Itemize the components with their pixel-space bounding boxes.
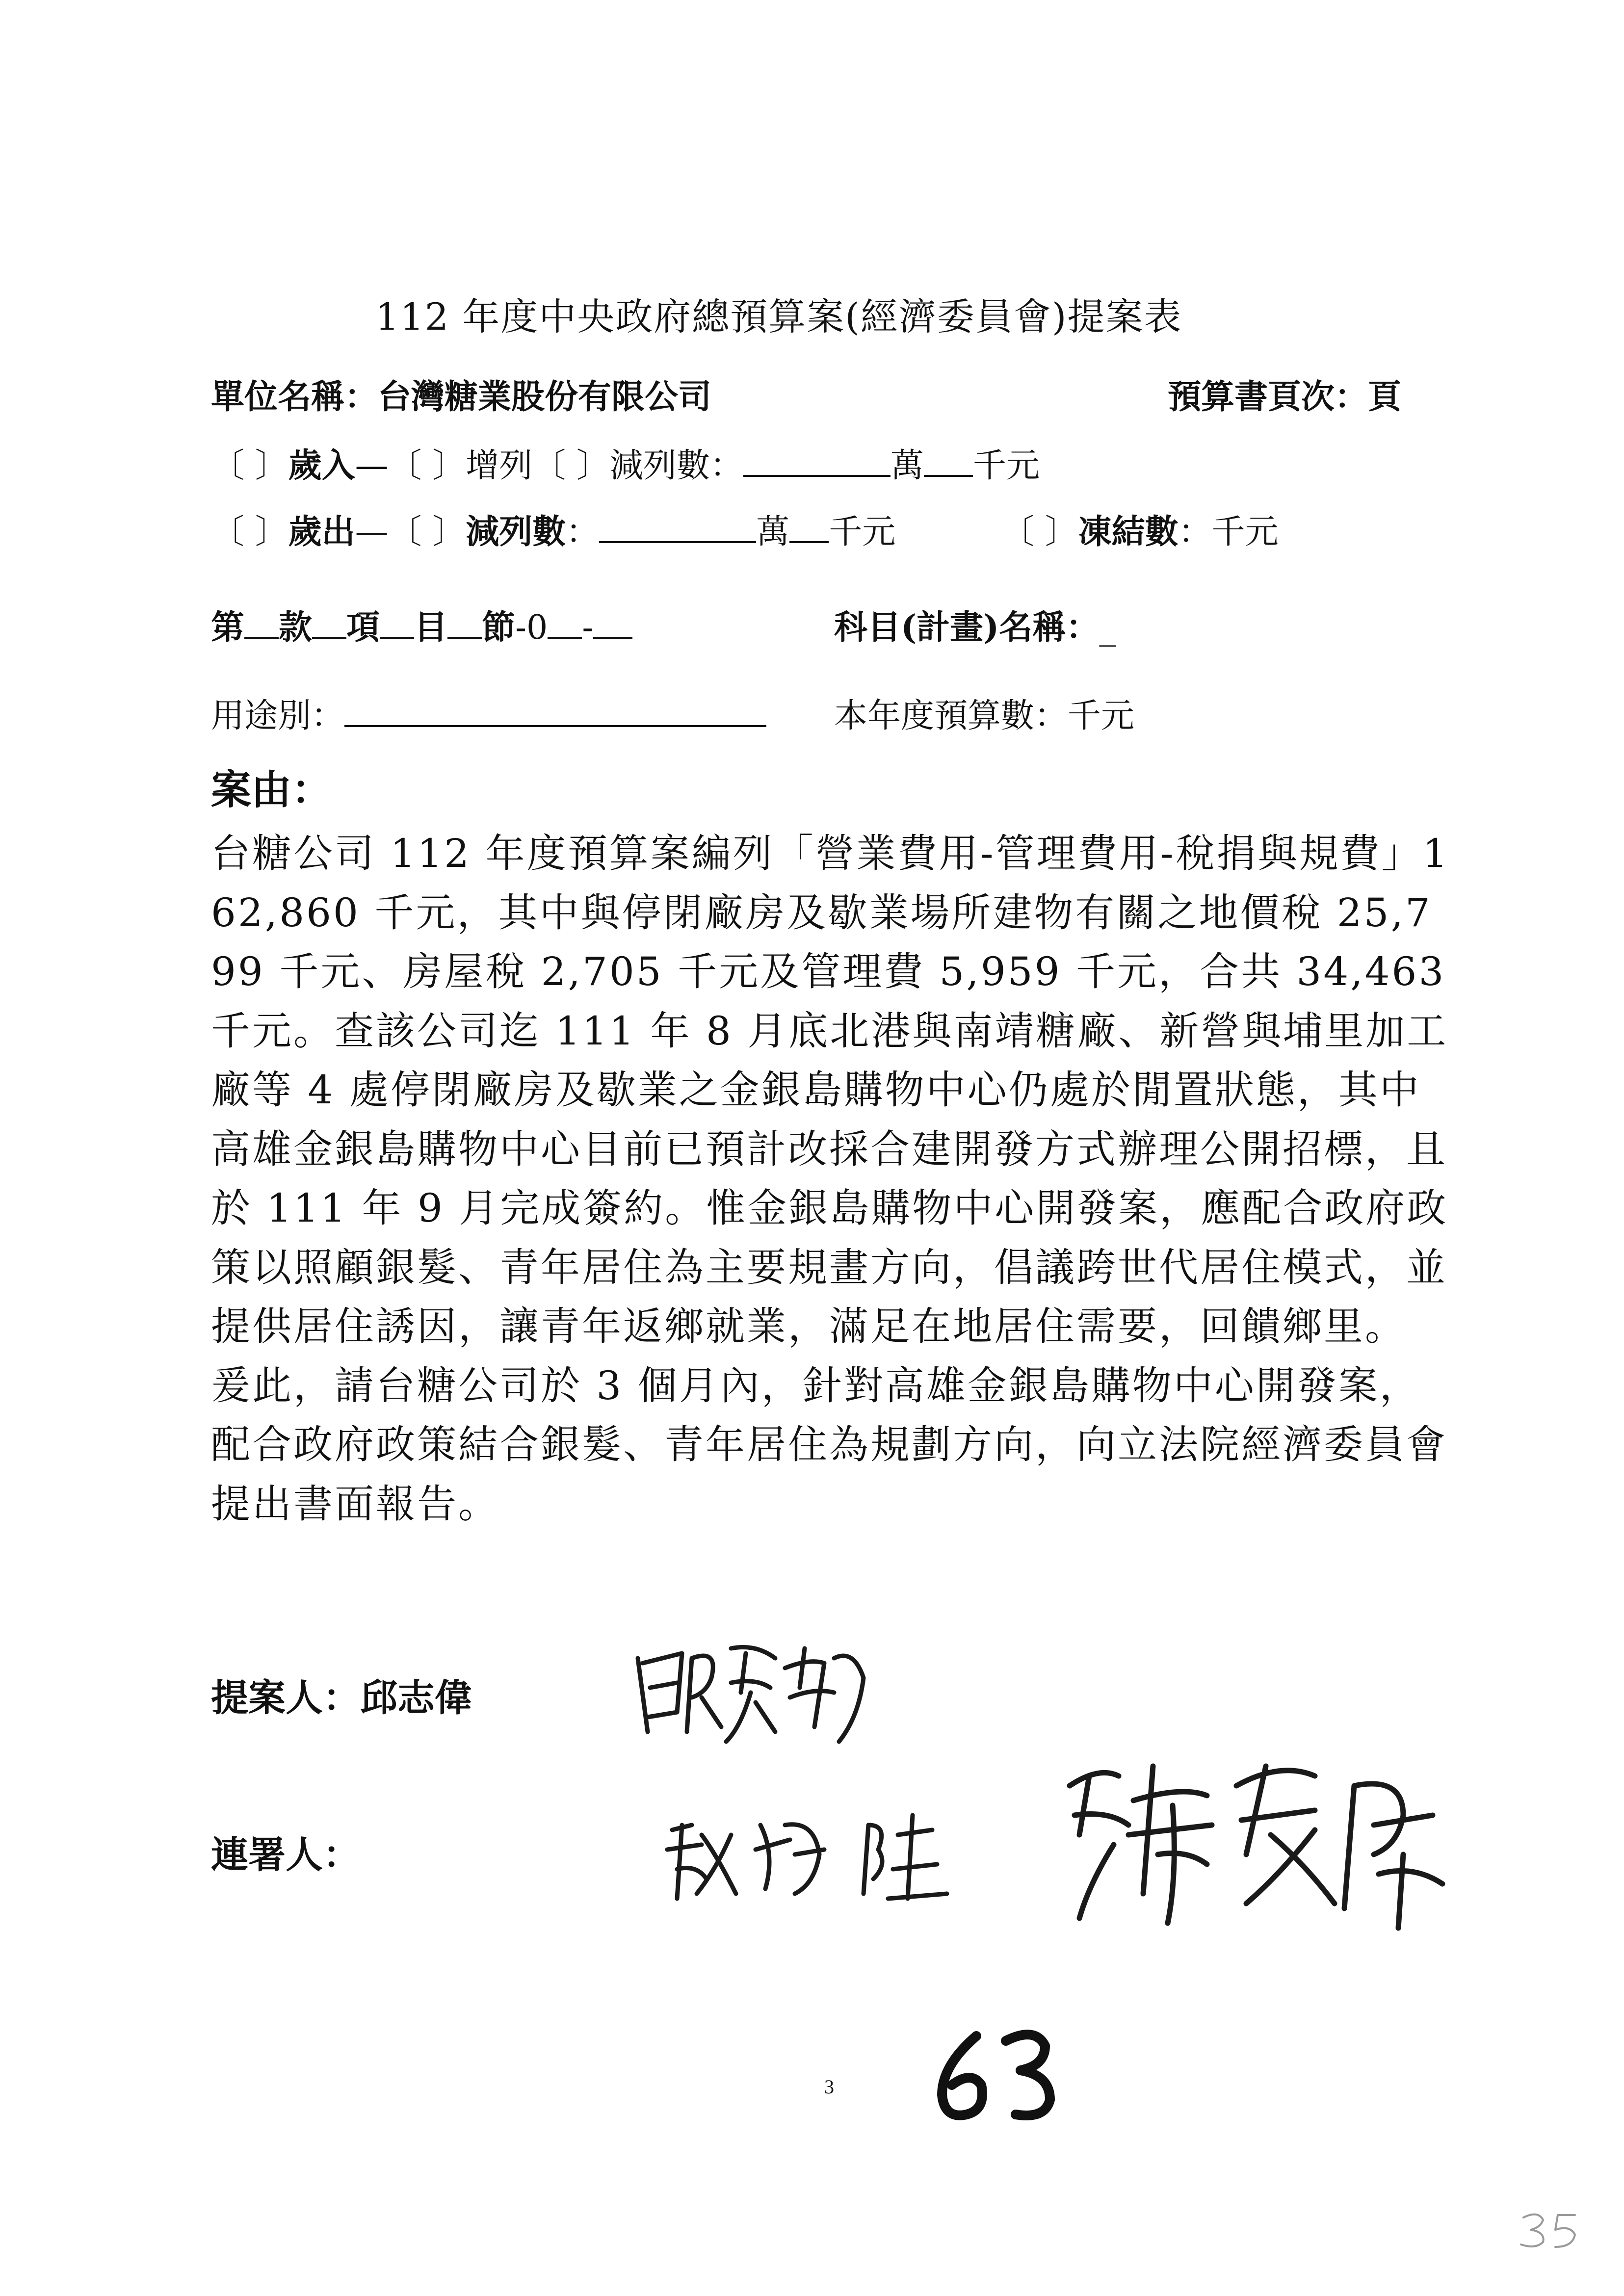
budget-amount-label: 本年度預算數：千元	[834, 697, 1135, 735]
subject-label: 科目(計畫)名稱：	[834, 608, 1100, 647]
dash: —	[355, 513, 389, 551]
xiang-label: 項	[346, 608, 380, 647]
proposer-signature	[628, 1629, 903, 1756]
wan-label: 萬	[890, 446, 924, 485]
qian-label: 千元	[829, 513, 896, 551]
decrease-label: 減列數：	[609, 446, 743, 485]
budget-page-label: 預算書頁次：頁	[1168, 377, 1402, 417]
kuan-label: 款	[279, 608, 313, 647]
blank-qian	[789, 513, 829, 543]
freeze-tail: ：千元	[1178, 513, 1279, 551]
cosigner-label: 連署人：	[211, 1833, 360, 1877]
freeze-group	[1001, 505, 1279, 553]
corner-page-number	[1516, 2208, 1595, 2252]
income-label: 歲入	[288, 446, 355, 485]
blank-xiang	[312, 608, 346, 639]
item-row	[211, 601, 632, 649]
checkbox-decrease: 〔 〕	[388, 513, 466, 551]
proposer-label: 提案人：	[211, 1676, 360, 1720]
proposer-name: 邱志偉	[360, 1676, 472, 1720]
use-label: 用途別：	[211, 697, 345, 735]
page-number: 3	[824, 2076, 834, 2098]
document-title: 112 年度中央政府總預算案(經濟委員會)提案表	[375, 295, 1182, 339]
increase-label: 增列	[466, 446, 533, 485]
blank-code	[548, 608, 582, 639]
checkbox-income: 〔 〕	[211, 446, 288, 485]
expense-label: 歲出	[288, 512, 355, 551]
reason-heading: 案由：	[211, 766, 332, 813]
reason-paragraph-1: 台糖公司 112 年度預算案編列「營業費用-管理費用-稅捐與規費」162,860 千元，其中與停閉廠房及歇業場所建物有關之地價稅 25,799 千元、房屋稅 2,705 千元及管理費 5,959 千元，合共 34,463 千元。查該公司迄 111 年 8 月底北港與南靖糖廠、新營與埔里加工廠等 4 處停閉廠房及歇業之金銀島購物中心仍處於閒置狀態，其中高雄金銀島購物中心目前已預計改採合建開發方式辦理公開招標，且於 111 年 9 月完成簽約。惟金銀島購物中心開發案，應配合政府政策以照顧銀髮、青年居住為主要規畫方向，倡議跨世代居住模式，並提供居住誘因，讓青年返鄉就業，滿足在地居住需要，回饋鄉里。	[211, 831, 1450, 1349]
code-label: -0	[515, 608, 548, 647]
freeze-label: 凍結數	[1078, 512, 1179, 551]
wan-label: 萬	[756, 513, 790, 551]
decrease-label: 減列數	[466, 512, 566, 551]
unit-label: 單位名稱：	[211, 377, 378, 417]
dash: —	[355, 446, 389, 485]
di-label: 第	[211, 608, 245, 647]
blank-mu	[380, 608, 414, 639]
income-row	[211, 439, 1040, 487]
checkbox-freeze: 〔 〕	[1001, 513, 1078, 551]
jie-label: 節	[482, 608, 516, 647]
blank-wan	[599, 513, 756, 543]
blank-jie	[447, 608, 482, 639]
subject-tail: _	[1099, 608, 1116, 647]
blank-code2	[593, 608, 632, 639]
mu-label: 目	[414, 608, 448, 647]
blank-qian	[924, 446, 973, 477]
checkbox-expense: 〔 〕	[211, 513, 288, 551]
blank-wan	[743, 446, 891, 477]
proposer-row	[211, 1668, 472, 1722]
unit-name: 台灣糖業股份有限公司	[378, 377, 712, 417]
reason-body	[211, 824, 1457, 1534]
cosigner-signature-2	[1060, 1747, 1462, 1943]
checkbox-increase: 〔 〕	[388, 446, 466, 485]
qian-label: 千元	[972, 446, 1040, 485]
use-row	[211, 689, 766, 737]
checkbox-decrease: 〔 〕	[532, 446, 610, 485]
reason-paragraph-2: 爰此，請台糖公司於 3 個月內，針對高雄金銀島購物中心開發案，配合政府政策結合銀髮、青年居住為規劃方向，向立法院經濟委員會提出書面報告。	[211, 1362, 1447, 1527]
colon: ：	[566, 513, 600, 551]
expense-row	[211, 505, 895, 553]
subject-row	[834, 601, 1116, 649]
handwritten-page-number	[922, 2021, 1065, 2124]
cosigner-signature-1	[657, 1796, 971, 1913]
unit-row	[211, 370, 711, 418]
code-dash: -	[582, 608, 594, 647]
blank-kuan	[244, 608, 279, 639]
blank-use	[344, 697, 766, 727]
